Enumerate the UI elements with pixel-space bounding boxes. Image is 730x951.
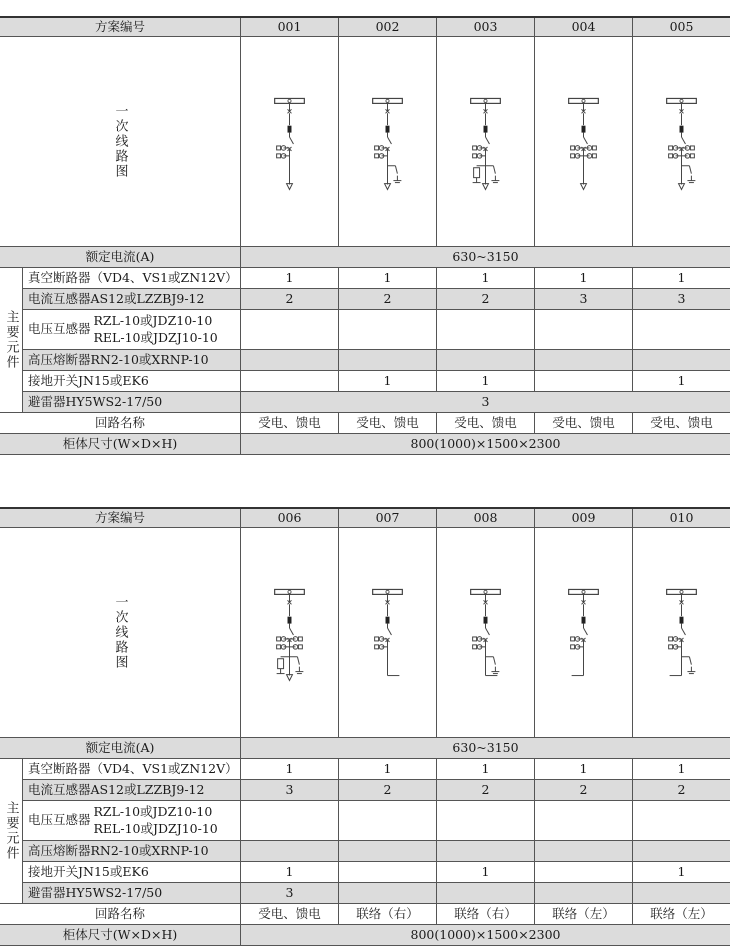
row-diagram: [0, 37, 730, 247]
vacuum-breaker-qty: 1: [240, 268, 338, 288]
rated-current-value: 630~3150: [240, 247, 730, 267]
scheme-number: 004: [534, 18, 632, 36]
arrester-qty: 3: [240, 883, 338, 903]
scheme-number: 001: [240, 18, 338, 36]
scheme-number: 009: [534, 509, 632, 527]
circuit-diagram: [436, 37, 534, 246]
vt-models: [93, 803, 218, 836]
circuit-diagram: [534, 528, 632, 737]
row-circuit_name: [0, 904, 730, 925]
current-transformer-qty: 3: [632, 289, 730, 309]
hv-fuse-qty: [436, 350, 534, 370]
earthing-switch-qty: 1: [436, 862, 534, 882]
vacuum-breaker-qty: 1: [632, 268, 730, 288]
row-voltage_transformer: [0, 801, 730, 841]
circuit-name-value: 联络（左）: [632, 904, 730, 924]
arrester-qty: 3: [240, 392, 730, 412]
earthing-switch-qty: 1: [240, 862, 338, 882]
row-cabinet: [0, 925, 730, 946]
vacuum-breaker-label: 真空断路器（VD4、VS1或ZN12V）: [22, 759, 240, 779]
single-line-diagram-002: [339, 37, 436, 247]
row-earthing_switch: [0, 371, 730, 392]
circuit-name-value: 受电、馈电: [534, 413, 632, 433]
vacuum-breaker-qty: 1: [436, 759, 534, 779]
current-transformer-qty: 3: [240, 780, 338, 800]
circuit-name-label: 回路名称: [94, 905, 145, 921]
circuit-diagram: [632, 528, 730, 737]
cabinet-size-label: 柜体尺寸(W×D×H): [62, 926, 178, 942]
earthing-switch-qty: 1: [338, 371, 436, 391]
circuit-name-value: 联络（左）: [534, 904, 632, 924]
arrester-qty: [534, 883, 632, 903]
circuit-name-value: 受电、馈电: [240, 413, 338, 433]
circuit-diagram: [338, 37, 436, 246]
row-head: [0, 16, 730, 37]
primary-circuit-text: 一次线路图: [112, 104, 128, 179]
vacuum-breaker-qty: 1: [534, 268, 632, 288]
current-transformer-qty: 3: [534, 289, 632, 309]
hv-fuse-label: 高压熔断器RN2-10或XRNP-10: [22, 841, 240, 861]
single-line-diagram-005: [633, 37, 730, 247]
earthing-switch-label: 接地开关JN15或EK6: [22, 371, 240, 391]
row-rated: [0, 247, 730, 268]
row-voltage_transformer: [0, 310, 730, 350]
scheme-number: 003: [436, 18, 534, 36]
circuit-name-value: 受电、馈电: [436, 413, 534, 433]
circuit-diagram: [240, 528, 338, 737]
circuit-diagram: [338, 528, 436, 737]
single-line-diagram-009: [535, 528, 632, 738]
vacuum-breaker-qty: 1: [240, 759, 338, 779]
vacuum-breaker-qty: 1: [338, 759, 436, 779]
row-circuit_name: [0, 413, 730, 434]
current-transformer-qty: 2: [240, 289, 338, 309]
row-current_transformer: [0, 780, 730, 801]
vt-name: 电压互感器: [28, 812, 91, 828]
vt-name: 电压互感器: [28, 321, 91, 337]
row-current_transformer: [0, 289, 730, 310]
arrester-qty: [338, 883, 436, 903]
vt-model-1: RZL-10或JDZ10-10: [93, 312, 213, 328]
scheme-label: 方案编号: [94, 509, 145, 525]
vt-qty: [632, 310, 730, 349]
scheme-number: 007: [338, 509, 436, 527]
cabinet-size-label: 柜体尺寸(W×D×H): [62, 435, 178, 451]
cabinet-size-value: 800(1000)×1500×2300: [240, 434, 730, 454]
circuit-diagram: [436, 528, 534, 737]
vt-qty: [338, 310, 436, 349]
earthing-switch-qty: 1: [632, 371, 730, 391]
arrester-label: 避雷器HY5WS2-17/50: [22, 883, 240, 903]
main-components-label: [0, 268, 22, 413]
vacuum-breaker-qty: 1: [338, 268, 436, 288]
single-line-diagram-004: [535, 37, 632, 247]
circuit-name-value: 受电、馈电: [632, 413, 730, 433]
circuit-name-value: 受电、馈电: [240, 904, 338, 924]
scheme-number: 006: [240, 509, 338, 527]
vacuum-breaker-qty: 1: [534, 759, 632, 779]
current-transformer-qty: 2: [632, 780, 730, 800]
vt-qty: [436, 801, 534, 840]
hv-fuse-qty: [240, 350, 338, 370]
vt-qty: [338, 801, 436, 840]
circuit-name-value: 联络（右）: [338, 904, 436, 924]
main-components-text: 主要元件: [3, 310, 19, 370]
earthing-switch-qty: 1: [632, 862, 730, 882]
vt-qty: [534, 310, 632, 349]
primary-circuit-label: [0, 37, 240, 246]
circuit-diagram: [534, 37, 632, 246]
hv-fuse-qty: [240, 841, 338, 861]
vt-qty: [632, 801, 730, 840]
current-transformer-label: 电流互感器AS12或LZZBJ9-12: [22, 780, 240, 800]
scheme-number: 010: [632, 509, 730, 527]
row-arrester: [0, 883, 730, 904]
vt-qty: [240, 310, 338, 349]
current-transformer-label: 电流互感器AS12或LZZBJ9-12: [22, 289, 240, 309]
earthing-switch-qty: [240, 371, 338, 391]
row-earthing_switch: [0, 862, 730, 883]
vt-model-2: REL-10或JDZJ10-10: [93, 330, 218, 345]
vacuum-breaker-label: 真空断路器（VD4、VS1或ZN12V）: [22, 268, 240, 288]
circuit-name-value: 联络（右）: [436, 904, 534, 924]
hv-fuse-qty: [338, 350, 436, 370]
rated-current-value: 630~3150: [240, 738, 730, 758]
row-cabinet: [0, 434, 730, 455]
row-vacuum_breaker: [0, 759, 730, 780]
single-line-diagram-010: [633, 528, 730, 738]
circuit-diagram: [240, 37, 338, 246]
earthing-switch-qty: [534, 862, 632, 882]
current-transformer-qty: 2: [436, 289, 534, 309]
current-transformer-qty: 2: [338, 780, 436, 800]
rated-current-label: 额定电流(A): [85, 248, 155, 264]
vt-qty: [436, 310, 534, 349]
single-line-diagram-003: [437, 37, 534, 247]
hv-fuse-qty: [436, 841, 534, 861]
hv-fuse-qty: [632, 841, 730, 861]
arrester-qty: [632, 883, 730, 903]
voltage-transformer-label: [22, 310, 240, 349]
earthing-switch-label: 接地开关JN15或EK6: [22, 862, 240, 882]
hv-fuse-qty: [632, 350, 730, 370]
vt-qty: [534, 801, 632, 840]
row-arrester: [0, 392, 730, 413]
circuit-name-value: 受电、馈电: [338, 413, 436, 433]
single-line-diagram-006: [241, 528, 338, 738]
primary-circuit-label: [0, 528, 240, 737]
row-hv_fuse: [0, 350, 730, 371]
vacuum-breaker-qty: 1: [632, 759, 730, 779]
primary-circuit-text: 一次线路图: [112, 595, 128, 670]
main-components-text: 主要元件: [3, 801, 19, 861]
vt-model-2: REL-10或JDZJ10-10: [93, 821, 218, 836]
scheme-number: 002: [338, 18, 436, 36]
circuit-name-label: 回路名称: [94, 414, 145, 430]
scheme-number: 005: [632, 18, 730, 36]
earthing-switch-qty: [534, 371, 632, 391]
voltage-transformer-label: [22, 801, 240, 840]
cabinet-size-value: 800(1000)×1500×2300: [240, 925, 730, 945]
arrester-label: 避雷器HY5WS2-17/50: [22, 392, 240, 412]
single-line-diagram-007: [339, 528, 436, 738]
scheme-number: 008: [436, 509, 534, 527]
hv-fuse-qty: [534, 841, 632, 861]
row-head: [0, 507, 730, 528]
hv-fuse-label: 高压熔断器RN2-10或XRNP-10: [22, 350, 240, 370]
vt-models: [93, 312, 218, 345]
row-hv_fuse: [0, 841, 730, 862]
row-diagram: [0, 528, 730, 738]
row-rated: [0, 738, 730, 759]
arrester-qty: [436, 883, 534, 903]
current-transformer-qty: 2: [436, 780, 534, 800]
circuit-diagram: [632, 37, 730, 246]
earthing-switch-qty: [338, 862, 436, 882]
single-line-diagram-008: [437, 528, 534, 738]
current-transformer-qty: 2: [534, 780, 632, 800]
earthing-switch-qty: 1: [436, 371, 534, 391]
vt-model-1: RZL-10或JDZ10-10: [93, 803, 213, 819]
main-components-label: [0, 759, 22, 904]
row-vacuum_breaker: [0, 268, 730, 289]
current-transformer-qty: 2: [338, 289, 436, 309]
vt-qty: [240, 801, 338, 840]
scheme-label: 方案编号: [94, 18, 145, 34]
hv-fuse-qty: [338, 841, 436, 861]
hv-fuse-qty: [534, 350, 632, 370]
vacuum-breaker-qty: 1: [436, 268, 534, 288]
single-line-diagram-001: [241, 37, 338, 247]
rated-current-label: 额定电流(A): [85, 739, 155, 755]
